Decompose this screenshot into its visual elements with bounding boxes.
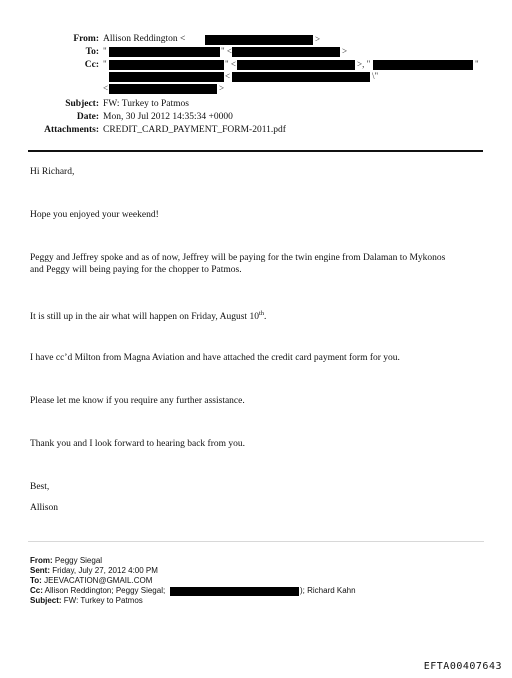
redaction-box bbox=[205, 35, 313, 45]
paragraph-5: Please let me know if you require any further assistance. bbox=[30, 396, 245, 406]
fwd-cc-row bbox=[30, 586, 165, 596]
punctuation: " < bbox=[225, 59, 236, 69]
fwd-cc-tail: ); Richard Kahn bbox=[300, 586, 356, 595]
redaction-box bbox=[109, 60, 224, 70]
paragraph-3-text: It is still up in the air what will happen on Friday, August 10 bbox=[30, 312, 259, 323]
fwd-cc-label: Cc: bbox=[30, 586, 43, 595]
redaction-box bbox=[232, 47, 340, 57]
cc-label: Cc: bbox=[84, 60, 99, 70]
signature: Allison bbox=[30, 503, 58, 513]
paragraph-3-end: . bbox=[264, 312, 267, 323]
attachments-label: Attachments: bbox=[44, 125, 99, 135]
redaction-box bbox=[373, 60, 473, 70]
punctuation: < bbox=[225, 71, 231, 81]
greeting: Hi Richard, bbox=[30, 167, 75, 177]
punctuation: " bbox=[475, 59, 479, 69]
fwd-to-row bbox=[30, 576, 152, 586]
fwd-from-label: From: bbox=[30, 556, 53, 565]
redaction-box bbox=[237, 60, 355, 70]
punctuation: > bbox=[219, 83, 225, 93]
fwd-from-value: Peggy Siegal bbox=[54, 556, 103, 565]
from-value: Allison Reddington < bbox=[103, 34, 186, 44]
fwd-sent-row bbox=[30, 566, 158, 576]
fwd-sent-label: Sent: bbox=[30, 566, 50, 575]
fwd-subject-label: Subject: bbox=[30, 596, 62, 605]
subject-label: Subject: bbox=[65, 99, 99, 109]
attachment-link[interactable]: CREDIT_CARD_PAYMENT_FORM-2011.pdf bbox=[103, 125, 286, 135]
paragraph-6: Thank you and I look forward to hearing back from you. bbox=[30, 439, 246, 449]
ordinal-suffix: th bbox=[258, 310, 265, 317]
fwd-sent-value: Friday, July 27, 2012 4:00 PM bbox=[52, 566, 158, 575]
to-label: To: bbox=[85, 47, 99, 57]
forward-divider bbox=[28, 541, 484, 542]
paragraph-2-line-1: Peggy and Jeffrey spoke and as of now, Jeffrey will be paying for the twin engine from Dalaman to Mykonos bbox=[30, 253, 446, 263]
redaction-box bbox=[232, 72, 370, 82]
redaction-box bbox=[170, 587, 299, 596]
date-value: Mon, 30 Jul 2012 14:35:34 +0000 bbox=[103, 112, 233, 122]
fwd-from-row bbox=[30, 556, 102, 566]
punctuation: " < bbox=[221, 46, 232, 56]
fwd-cc-value: Allison Reddington; Peggy Siegal; bbox=[44, 586, 166, 595]
punctuation: > bbox=[342, 46, 348, 56]
fwd-subject-value: FW: Turkey to Patmos bbox=[63, 596, 143, 605]
punctuation: " bbox=[103, 46, 107, 56]
from-label: From: bbox=[73, 34, 99, 44]
punctuation: > bbox=[315, 34, 321, 44]
date-label: Date: bbox=[76, 112, 99, 122]
paragraph-4: I have cc’d Milton from Magna Aviation and have attached the credit card payment form for you. bbox=[30, 353, 400, 363]
header-divider bbox=[28, 150, 483, 152]
fwd-to-label: To: bbox=[30, 576, 42, 585]
bates-number: EFTA00407643 bbox=[423, 661, 502, 672]
redaction-box bbox=[109, 47, 220, 57]
paragraph-3 bbox=[30, 308, 266, 323]
redaction-box bbox=[109, 72, 224, 82]
punctuation: " bbox=[103, 59, 107, 69]
subject-value: FW: Turkey to Patmos bbox=[103, 99, 189, 109]
fwd-to-value: JEEVACATION@GMAIL.COM bbox=[44, 576, 153, 585]
paragraph-2-line-2: and Peggy will being paying for the chopper to Patmos. bbox=[30, 265, 242, 275]
paragraph-1: Hope you enjoyed your weekend! bbox=[30, 210, 159, 220]
punctuation: < bbox=[103, 83, 109, 93]
closing: Best, bbox=[30, 482, 50, 492]
redaction-box bbox=[109, 84, 217, 94]
punctuation: >, " bbox=[357, 59, 371, 69]
fwd-subject-row bbox=[30, 596, 143, 606]
punctuation: \" bbox=[372, 71, 379, 81]
